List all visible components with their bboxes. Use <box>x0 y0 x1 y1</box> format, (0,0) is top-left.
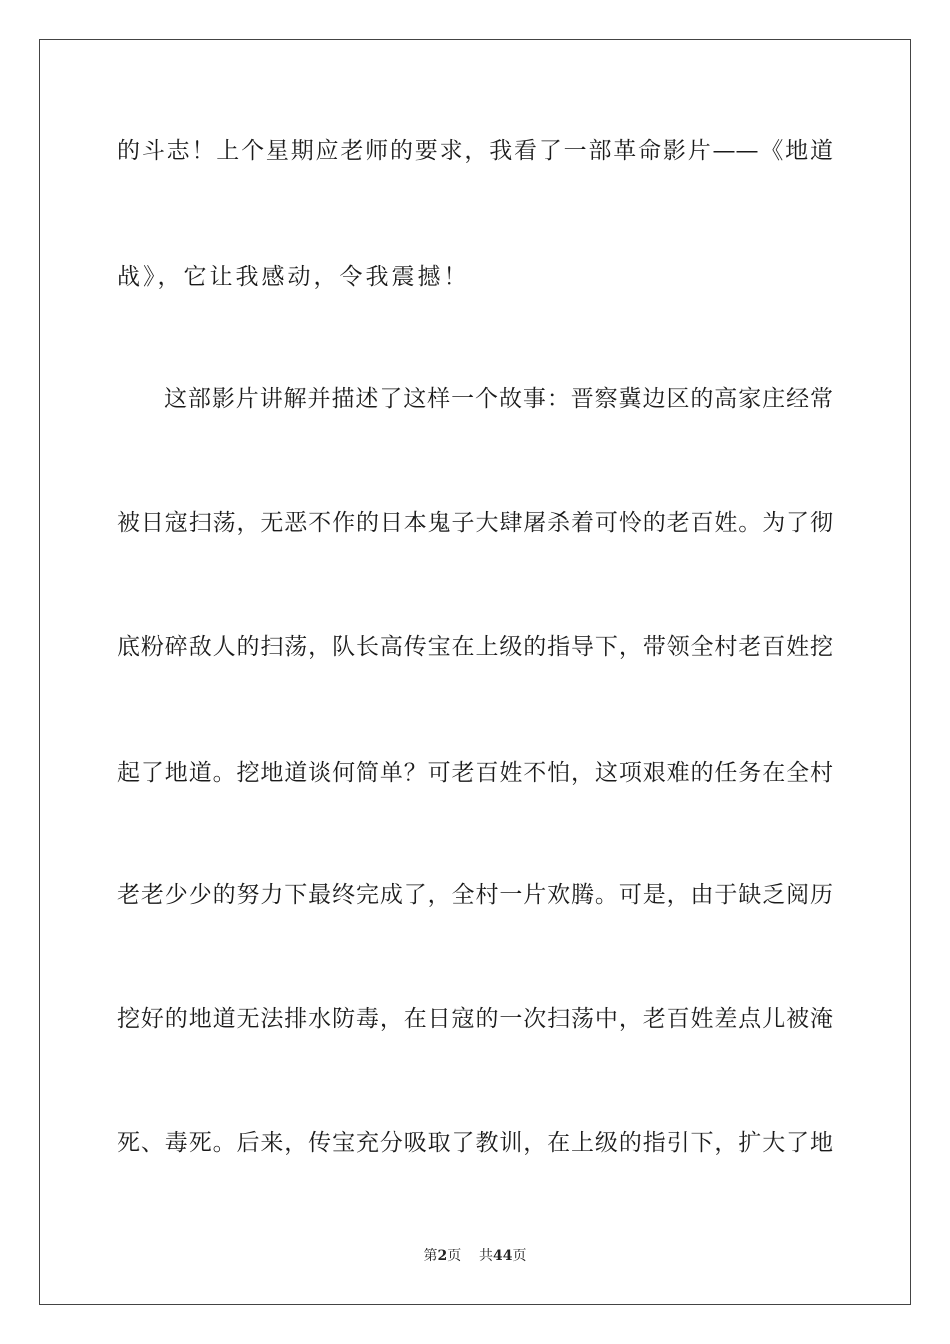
body-text-line-9: 死、毒死。后来，传宝充分吸取了教训，在上级的指引下，扩大了地 <box>117 1130 833 1156</box>
total-label-suffix: 页 <box>512 1248 527 1264</box>
page-footer <box>0 1247 950 1265</box>
page-label-suffix: 页 <box>447 1248 462 1264</box>
body-text-line-4: 被日寇扫荡，无恶不作的日本鬼子大肆屠杀着可怜的老百姓。为了彻 <box>117 510 833 536</box>
total-pages: 44 <box>493 1248 513 1264</box>
page-number: 2 <box>437 1248 448 1264</box>
body-text-line-7: 老老少少的努力下最终完成了，全村一片欢腾。可是，由于缺乏阅历 <box>117 882 833 908</box>
body-text-line-5: 底粉碎敌人的扫荡，队长高传宝在上级的指导下，带领全村老百姓挖 <box>117 634 833 660</box>
body-text-line-3: 这部影片讲解并描述了这样一个故事：晋察冀边区的高家庄经常 <box>164 386 833 412</box>
page-label-prefix: 第 <box>423 1248 438 1264</box>
body-text-line-1: 的斗志！上个星期应老师的要求，我看了一部革命影片——《地道 <box>117 138 833 164</box>
body-text-line-2: 战》，它让我感动，令我震撼！ <box>117 264 470 290</box>
body-text-line-6: 起了地道。挖地道谈何简单？可老百姓不怕，这项艰难的任务在全村 <box>117 760 833 786</box>
total-label-prefix: 共 <box>479 1248 494 1264</box>
page-border <box>39 39 911 1305</box>
body-text-line-8: 挖好的地道无法排水防毒，在日寇的一次扫荡中，老百姓差点儿被淹 <box>117 1006 833 1032</box>
